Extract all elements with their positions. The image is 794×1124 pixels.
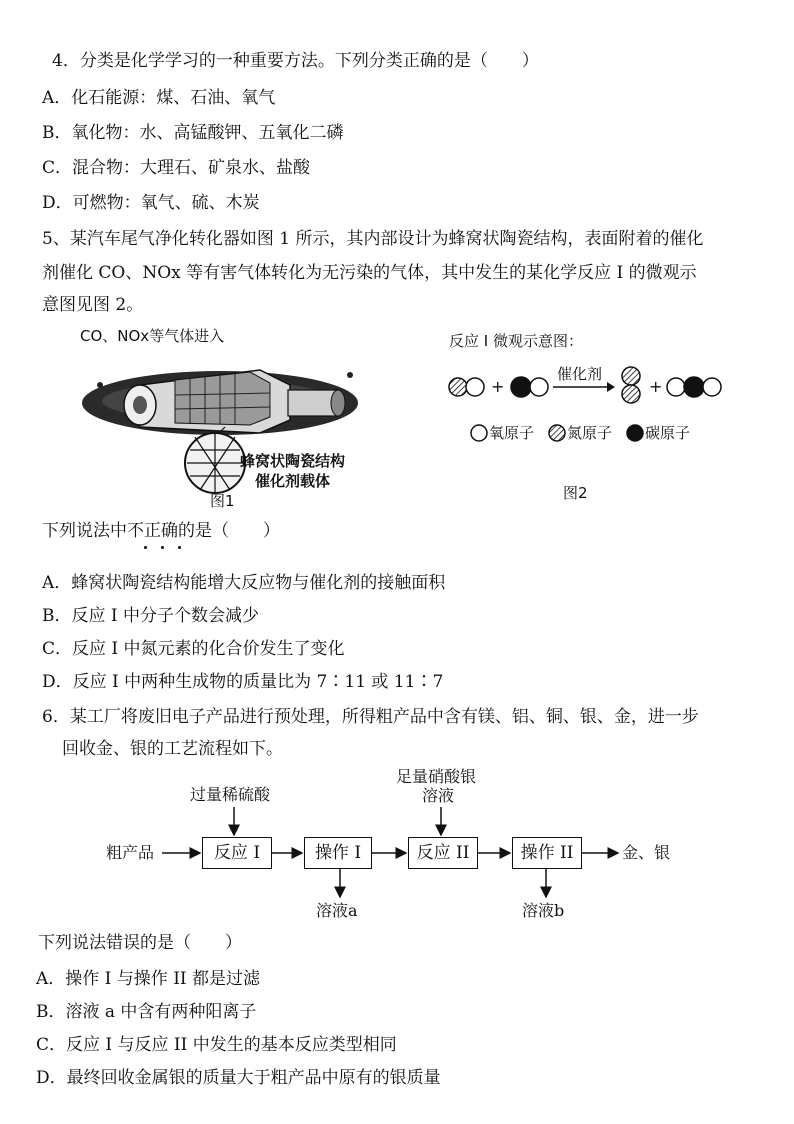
- legend-oxygen-icon: [469, 423, 489, 443]
- flow-box-reaction-2: 反应 II: [408, 837, 478, 869]
- q4-option-b: B．氧化物：水、高锰酸钾、五氧化二磷: [42, 123, 344, 143]
- flow-solution-b: 溶液b: [522, 901, 565, 920]
- q5-stem-line-2: 剂催化 CO、NOx 等有害气体转化为无污染的气体，其中发生的某化学反应 I 的微观示: [42, 263, 697, 283]
- flow-box-operation-1: 操作 I: [304, 837, 372, 869]
- fig1-top-label: CO、NOx等气体进入: [80, 327, 225, 345]
- legend-oxygen-label: 氧原子: [489, 424, 535, 442]
- q6-option-c: C．反应 I 与反应 II 中发生的基本反应类型相同: [36, 1035, 397, 1055]
- legend-carbon-icon: [625, 423, 645, 443]
- q6-question: 下列说法错误的是（ ）: [38, 933, 242, 953]
- legend-nitrogen-icon: [547, 423, 567, 443]
- legend-carbon-label: 碳原子: [645, 424, 691, 442]
- reaction-arrow: [553, 381, 615, 393]
- q4-stem: 4．分类是化学学习的一种重要方法。下列分类正确的是（ ）: [52, 51, 539, 71]
- emphasis-dot: [144, 546, 147, 549]
- flow-reagent-2-line-2: 溶液: [422, 786, 455, 805]
- q5-stem-line-1: 5、某汽车尾气净化转化器如图 1 所示，其内部设计为蜂窝状陶瓷结构，表面附着的催化: [42, 229, 704, 249]
- q5-stem-line-3: 意图见图 2。: [42, 295, 144, 315]
- flow-solution-a: 溶液a: [316, 901, 358, 920]
- plus-sign-2: +: [649, 377, 663, 396]
- flow-reagent-1: 过量稀硫酸: [190, 785, 271, 804]
- q6-option-d: D．最终回收金属银的质量大于粗产品中原有的银质量: [36, 1068, 441, 1088]
- fig1-label-carrier: 催化剂载体: [255, 472, 331, 490]
- reactant-no-molecule: [447, 375, 487, 399]
- reactant-co-molecule: [509, 375, 553, 399]
- q4-option-d: D．可燃物：氧气、硫、木炭: [42, 193, 260, 213]
- flow-box-reaction-1: 反应 I: [202, 837, 272, 869]
- q6-stem-line-2: 回收金、银的工艺流程如下。: [62, 739, 283, 759]
- flow-output-label: 金、银: [622, 843, 671, 862]
- fig1-label-honeycomb: 蜂窝状陶瓷结构: [240, 452, 346, 470]
- process-flowchart: [100, 765, 700, 925]
- flow-box-operation-2: 操作 II: [512, 837, 582, 869]
- emphasis-dot: [178, 546, 181, 549]
- q5-option-d: D．反应 I 中两种生成物的质量比为 7∶11 或 11∶7: [42, 672, 444, 692]
- q5-option-a: A．蜂窝状陶瓷结构能增大反应物与催化剂的接触面积: [42, 573, 446, 593]
- legend-nitrogen-label: 氮原子: [567, 424, 613, 442]
- product-n2-molecule: [619, 364, 643, 408]
- fig2-title: 反应 I 微观示意图：: [449, 332, 583, 350]
- product-co2-molecule: [665, 375, 723, 399]
- fig2-caption: 图2: [563, 484, 588, 502]
- q5-question: 下列说法中不正确的是（ ）: [42, 521, 280, 541]
- catalyst-label: 催化剂: [557, 365, 603, 383]
- plus-sign-1: +: [491, 377, 505, 396]
- q4-option-c: C．混合物：大理石、矿泉水、盐酸: [42, 158, 311, 178]
- fig1-caption: 图1: [210, 492, 235, 510]
- q4-option-a: A．化石能源：煤、石油、氧气: [42, 88, 276, 108]
- emphasis-dot: [161, 546, 164, 549]
- q6-option-a: A．操作 I 与操作 II 都是过滤: [36, 969, 261, 989]
- q6-option-b: B．溶液 a 中含有两种阳离子: [36, 1002, 257, 1022]
- figure-2: [445, 330, 745, 505]
- q6-stem-line-1: 6．某工厂将废旧电子产品进行预处理，所得粗产品中含有镁、铝、铜、银、金，进一步: [42, 707, 699, 727]
- flow-reagent-2-line-1: 足量硝酸银: [396, 767, 477, 786]
- flow-input-label: 粗产品: [106, 843, 155, 862]
- q5-option-c: C．反应 I 中氮元素的化合价发生了变化: [42, 639, 345, 659]
- q5-option-b: B．反应 I 中分子个数会减少: [42, 606, 260, 626]
- figure-1: [80, 325, 370, 510]
